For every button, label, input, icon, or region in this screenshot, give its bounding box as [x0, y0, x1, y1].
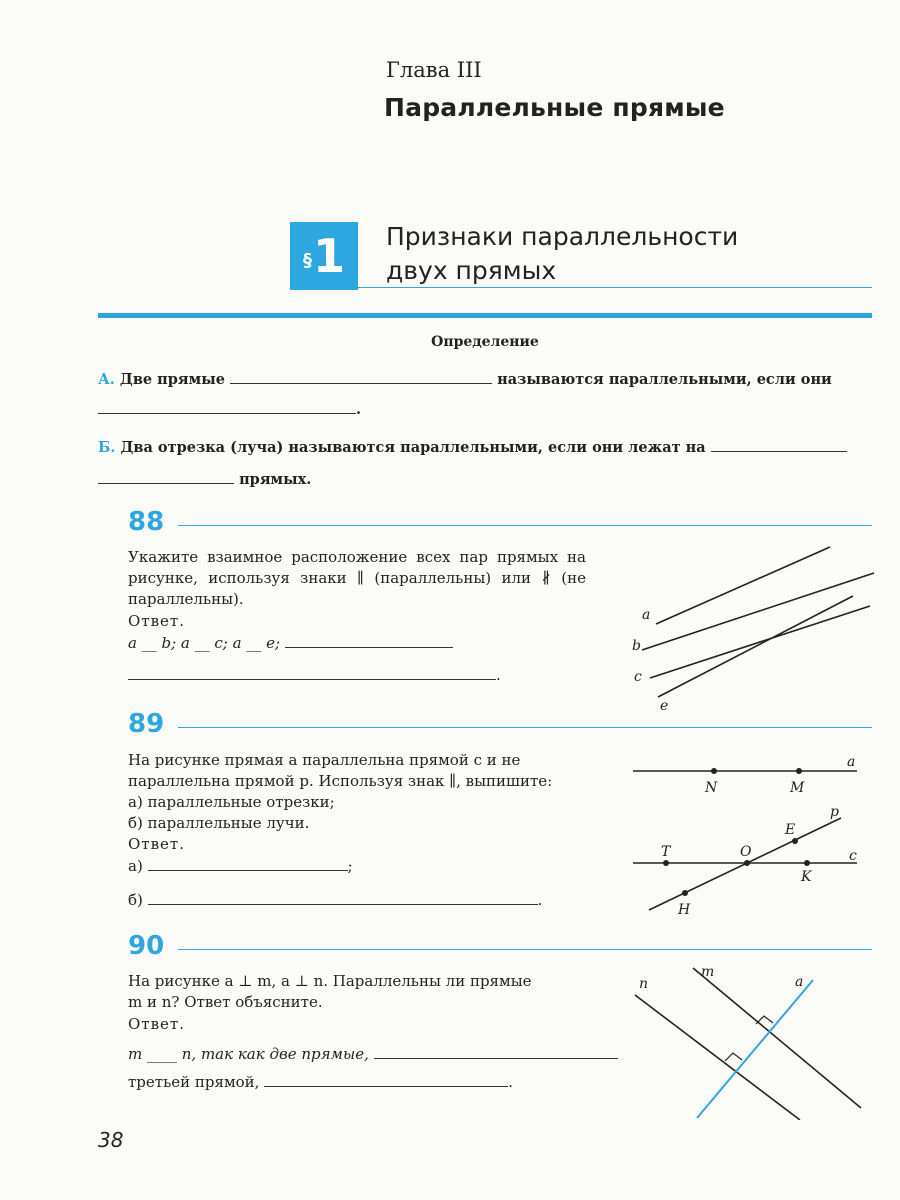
label-p: p	[830, 804, 839, 820]
exercise-89-text2: параллельна прямой p. Используя знак ∥, выпишите:	[128, 772, 553, 790]
label-E: E	[785, 822, 796, 838]
exercise-89-text1: На рисунке прямая a параллельна прямой c и не	[128, 751, 521, 769]
label-c: c	[634, 669, 642, 685]
label-N: N	[705, 780, 718, 796]
section-title-line1: Признаки параллельности	[386, 222, 739, 251]
section-number: 1	[312, 229, 345, 283]
label-H: H	[678, 902, 691, 918]
definition-b-text2: прямых.	[239, 471, 312, 488]
exercise-90-answer-label: Ответ.	[128, 1015, 185, 1033]
label-T: T	[661, 844, 671, 860]
exercise-90-number: 90	[128, 931, 165, 961]
section-underline	[358, 287, 872, 288]
exercise-88-figure	[620, 540, 880, 715]
line-a	[656, 547, 830, 624]
exercise-88-answer-line2: .	[128, 665, 501, 686]
exercise-89-ans-a-label: а)	[128, 857, 143, 875]
exercise-89-item-b: б) параллельные лучи.	[128, 814, 310, 832]
exercise-90-answer-line1	[128, 1044, 618, 1065]
exercise-89-item-a: а) параллельные отрезки;	[128, 793, 335, 811]
label-M: M	[790, 780, 805, 796]
exercise-88-text: Укажите взаимное расположение всех пар прямых на рисунке, используя знаки ∥ (параллельны) или ∦ (не параллельны).	[128, 548, 586, 608]
exercise-90-text2: m и n? Ответ объясните.	[128, 993, 323, 1011]
point-E	[792, 838, 798, 844]
label-n: n	[639, 976, 649, 992]
label-a: a	[642, 607, 651, 623]
definition-a-label: А.	[98, 371, 115, 388]
exercise-89-blank-a[interactable]	[148, 856, 348, 871]
section-title-line2: двух прямых	[386, 256, 557, 285]
exercise-89-answer-a: а) ;	[128, 857, 353, 875]
definition-b-text1: Два отрезка (луча) называются параллельными, если они лежат на	[120, 439, 706, 456]
exercise-90-blank2[interactable]	[264, 1072, 508, 1087]
line-n	[635, 995, 800, 1120]
point-H	[682, 890, 688, 896]
exercise-88-blank1[interactable]	[285, 633, 453, 648]
definition-b	[98, 437, 878, 458]
exercise-89-answer-label: Ответ.	[128, 835, 185, 853]
section-rule	[98, 313, 872, 318]
exercise-90-figure	[625, 960, 875, 1120]
exercise-88-blank2[interactable]	[128, 665, 496, 680]
label-a: a	[847, 754, 856, 770]
exercise-90-answer-line2: третьей прямой, .	[128, 1073, 513, 1091]
point-T	[663, 860, 669, 866]
line-b	[642, 573, 874, 650]
line-e	[658, 596, 853, 697]
right-angle-n	[725, 1053, 742, 1061]
exercise-88-answer-label: Ответ.	[128, 612, 185, 630]
definition-a-blank2[interactable]	[98, 399, 356, 414]
definition-a-text1: Две прямые	[119, 371, 225, 388]
exercise-90-blank1[interactable]	[374, 1044, 618, 1059]
section-badge	[290, 222, 358, 290]
definition-a-cont: .	[98, 399, 361, 420]
point-N	[711, 768, 717, 774]
exercise-88-rule	[178, 525, 872, 526]
definition-b-blank1[interactable]	[711, 437, 847, 452]
exercise-89-ans-b-label: б)	[128, 891, 143, 909]
label-K: K	[801, 869, 812, 885]
line-c	[650, 606, 870, 678]
page-number: 38	[98, 1128, 124, 1152]
exercise-89-number: 89	[128, 709, 165, 739]
label-m: m	[701, 964, 715, 980]
exercise-90-ans2-text: третьей прямой,	[128, 1073, 260, 1091]
definition-b-label: Б.	[98, 439, 116, 456]
exercise-88-answer-line	[128, 633, 453, 654]
section-sign: §	[302, 249, 312, 271]
exercise-88-answer-pairs: a __ b; a __ c; a __ e;	[128, 634, 281, 652]
chapter-label: Глава III	[386, 58, 482, 82]
exercise-89-answer-b: б) .	[128, 891, 543, 909]
label-e: e	[660, 698, 669, 714]
label-b: b	[632, 638, 641, 654]
definition-b-blank2[interactable]	[98, 469, 234, 484]
label-c: c	[849, 848, 857, 864]
line-m	[693, 968, 861, 1108]
label-O: O	[740, 844, 752, 860]
label-a: a	[795, 974, 804, 990]
exercise-90-text1: На рисунке a ⊥ m, a ⊥ n. Параллельны ли прямые	[128, 972, 532, 990]
exercise-88-number: 88	[128, 507, 165, 537]
exercise-89-figure	[625, 748, 875, 923]
chapter-title: Параллельные прямые	[384, 93, 725, 122]
definition-heading: Определение	[431, 334, 539, 350]
point-O	[744, 860, 750, 866]
exercise-89-rule	[178, 727, 872, 728]
exercise-90-ans1-text: m ____ n, так как две прямые,	[128, 1045, 369, 1063]
line-a	[697, 980, 813, 1118]
definition-a	[98, 369, 878, 390]
section-title	[386, 220, 738, 288]
definition-a-blank1[interactable]	[230, 369, 492, 384]
definition-b-cont	[98, 469, 311, 490]
exercise-89-blank-b[interactable]	[148, 890, 538, 905]
definition-a-text2: называются параллельными, если они	[497, 371, 832, 388]
point-K	[804, 860, 810, 866]
point-M	[796, 768, 802, 774]
exercise-90-rule	[178, 949, 872, 950]
